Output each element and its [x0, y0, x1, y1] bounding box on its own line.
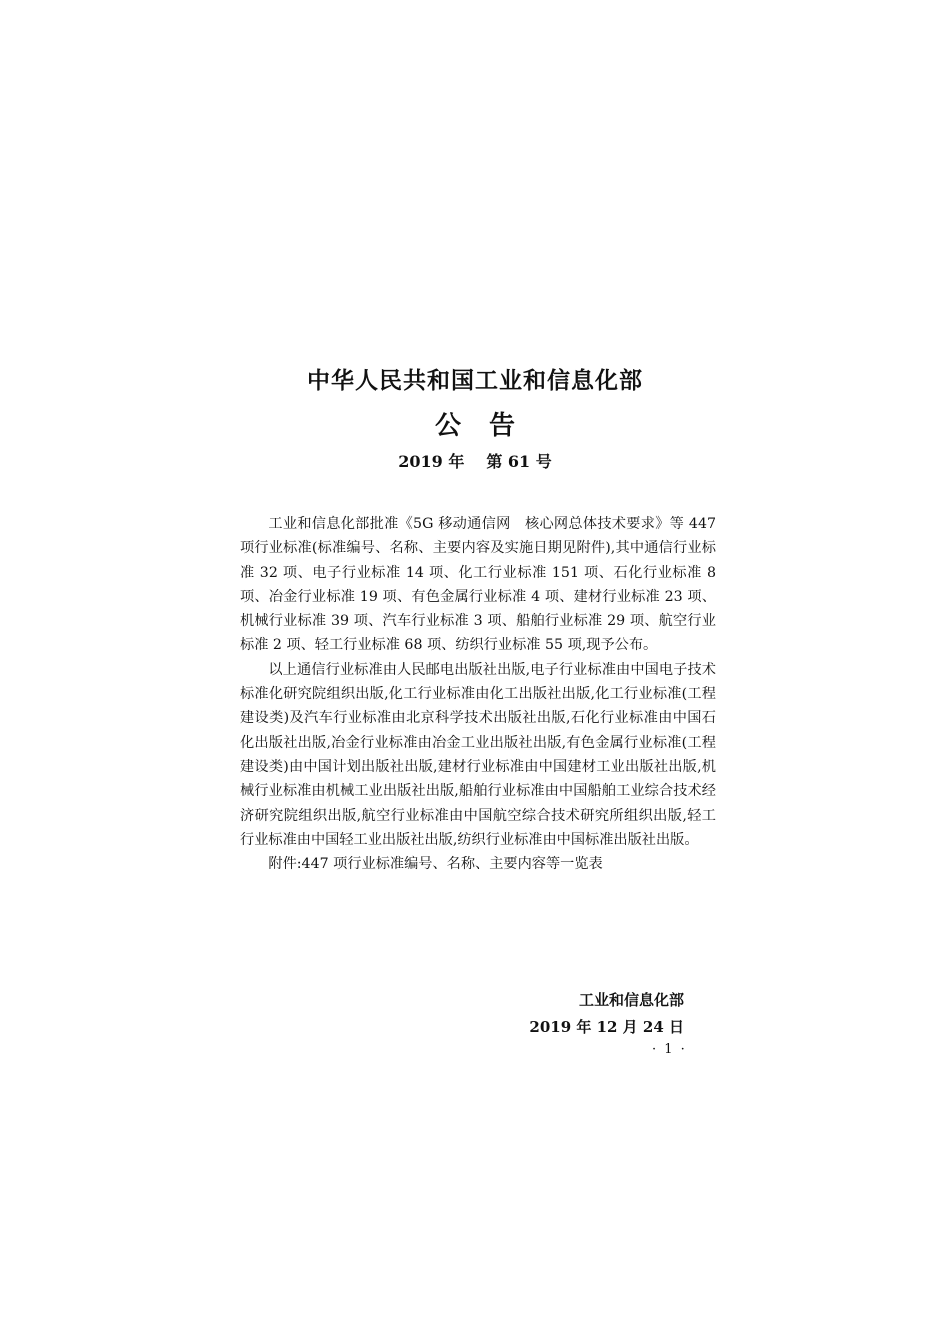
- announcement-serial: 第 61 号: [486, 452, 552, 471]
- body-paragraph-approval: 工业和信息化部批准《5G 移动通信网 核心网总体技术要求》等 447 项行业标准(标准编号、名称、主要内容及实施日期见附件),其中通信行业标准 32 项、电子行业标准 14 项、化工行业标准 151 项、石化行业标准 8 项、冶金行业标准 19 项、有色金属行业标准 4 项、建材行业标准 23 项、机械行业标准 39 项、汽车行业标准 3 项、船舶行业标准 29 项、航空行业标准 2 项、轻工行业标准 68 项、纺织行业标准 55 项,现予公布。: [240, 516, 716, 654]
- announcement-number: [0, 449, 950, 472]
- body-paragraph-attachment: 附件:447 项行业标准编号、名称、主要内容等一览表: [268, 856, 603, 873]
- page-number: · 1 ·: [652, 1042, 687, 1057]
- announcement-year: 2019 年: [398, 452, 465, 471]
- body-paragraph-publishers: 以上通信行业标准由人民邮电出版社出版,电子行业标准由中国电子技术标准化研究院组织出版,化工行业标准由化工出版社出版,化工行业标准(工程建设类)及汽车行业标准由北京科学技术出版社出版,石化行业标准由中国石化出版社出版,冶金行业标准由冶金工业出版社出版,有色金属行业标准(工程建设类)由中国计划出版社出版,建材行业标准由中国建材工业出版社出版,机械行业标准由机械工业出版社出版,船舶行业标准由中国船舶工业综合技术经济研究院组织出版,航空行业标准由中国航空综合技术研究所组织出版,轻工行业标准由中国轻工业出版社出版,纺织行业标准由中国标准出版社出版。: [240, 661, 716, 848]
- signature-issuer: 工业和信息化部: [578, 991, 684, 1009]
- signature-date: 2019 年 12 月 24 日: [529, 1018, 684, 1036]
- document-type-title: 公告: [434, 411, 543, 441]
- issuing-ministry-title: 中华人民共和国工业和信息化部: [307, 368, 643, 394]
- announcement-body: [240, 512, 716, 876]
